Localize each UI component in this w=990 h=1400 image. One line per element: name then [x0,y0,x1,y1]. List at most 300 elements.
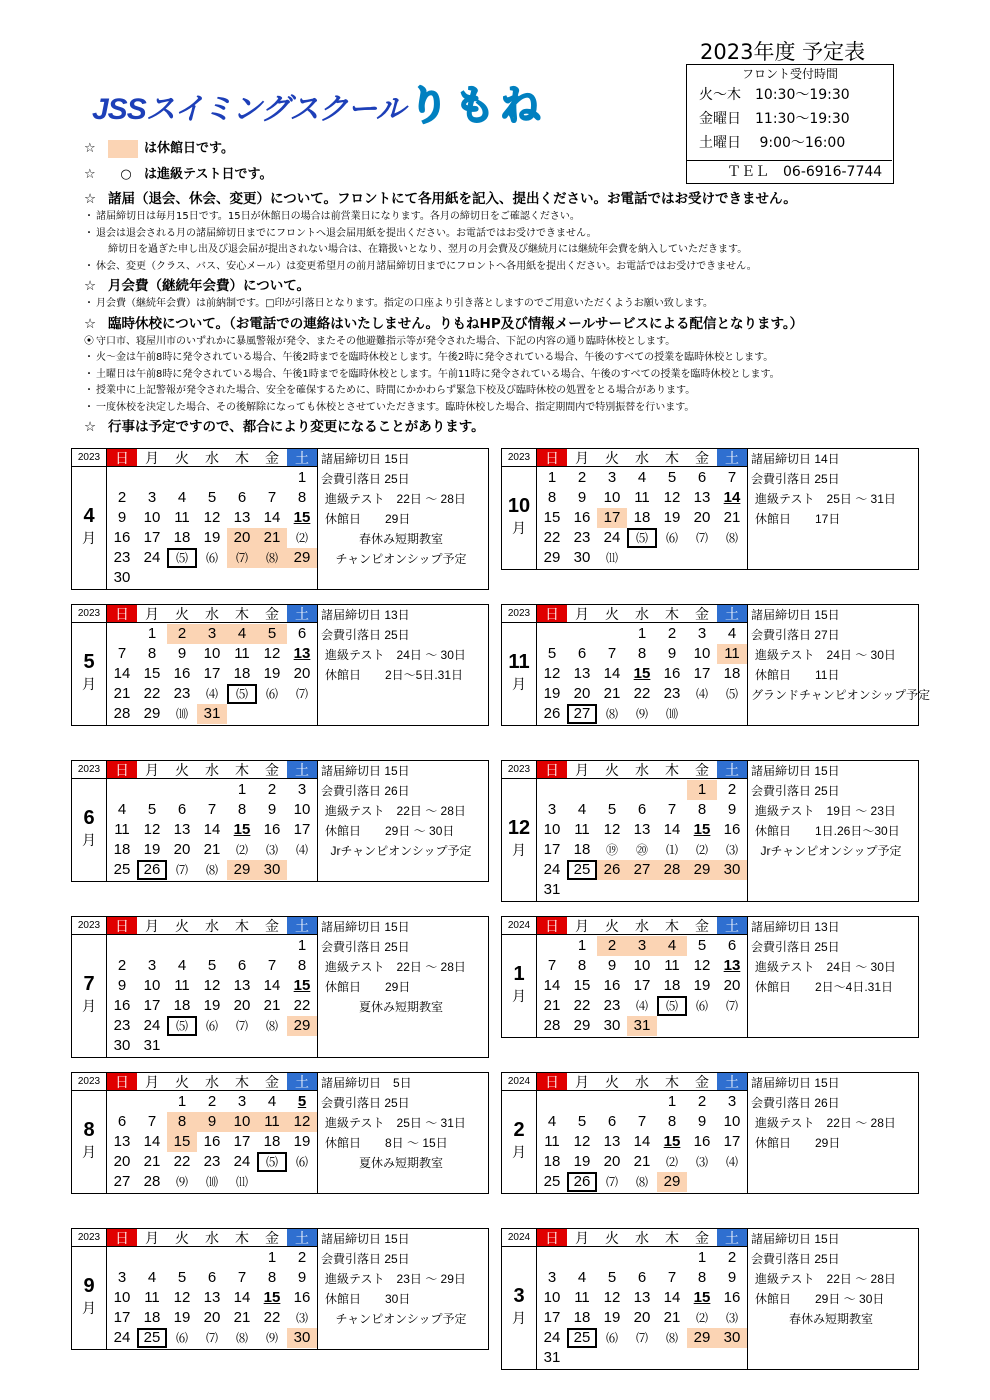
info-line: 進級テスト 24日 ～ 30日 [325,648,466,662]
day-cell: ⑺ [235,1019,248,1033]
day-cell: 4 [577,1269,587,1286]
day-cell: 24 [113,1329,131,1346]
day-cell: 20 [113,1153,131,1170]
day-cell: 19 [543,685,561,702]
day-cell: 13 [113,1133,131,1150]
day-cell: 16 [603,977,621,994]
day-cell: 20 [603,1153,621,1170]
note-item: ・ 休会、変更（クラス、バス、安心メール）は変更希望月の前月諸届締切日までにフロントへ各用紙を提出ください。お電話ではお受けできません。 [84,259,944,276]
day-cell: 18 [573,841,591,858]
info-line: 会費引落日 27日 [751,628,840,642]
info-line: 諸届締切日 13日 [321,608,410,622]
weekday-header: 土 [717,1229,747,1247]
weekday-header: 月 [137,449,167,467]
month-year: 2024 [502,917,537,935]
day-cell: 3 [297,781,307,798]
weekday-header: 金 [687,449,717,467]
month-calendar-2023-5 [71,604,489,726]
day-cell: 14 [113,665,131,682]
weekday-header: 水 [197,1073,227,1091]
weekday-header: 木 [227,449,257,467]
month-info [751,1229,919,1329]
day-cell: 1 [547,469,557,486]
legend-closed: ☆ は休館日です。 [84,136,944,162]
day-cell: 4 [147,1269,157,1286]
day-cell: ⑶ [295,1311,308,1325]
note-item: ・ 土曜日は午前8時に発令されている場合、午後1時までを臨時休校とします。午前11時に発令されている場合、午後のすべての授業を臨時休校とします。 [84,367,944,384]
day-cell: 13 [233,509,251,526]
logo-text: JSSスイミングスクール [92,93,405,126]
day-cell: 21 [723,509,741,526]
day-cell: 9 [117,977,127,994]
weekday-header: 金 [687,761,717,779]
day-cell: ⑵ [235,843,248,857]
info-line: 諸届締切日 15日 [751,608,840,622]
day-cell: 10 [633,957,651,974]
weekday-header: 土 [287,917,317,935]
info-line: 休館日 29日 ～ 30日 [755,1292,885,1306]
day-cell: 17 [543,1309,561,1326]
day-cell: 29 [657,1172,687,1192]
month-label: 7 月 [72,935,107,1057]
day-cell: 11 [234,645,250,662]
month-info [321,1073,489,1173]
day-cell: 9 [607,957,617,974]
day-cell: 24 [543,861,561,878]
month-calendar-2024-1 [501,916,919,1038]
day-cell: 16 [113,997,131,1014]
day-cell: 3 [197,624,227,644]
info-line: 休館日 29日 [325,980,411,994]
day-cell: 13 [723,957,741,974]
info-line: 進級テスト 22日 ～ 28日 [755,1116,896,1130]
day-cell: 16 [693,1133,711,1150]
day-cell: 12 [173,1289,191,1306]
day-cell: 4 [637,469,647,486]
day-cell: ⑹ [205,1019,218,1033]
weekday-header: 日 [107,605,137,623]
day-cell: ⑾ [235,1175,248,1189]
month-label: 6 月 [72,779,107,881]
day-cell: 2 [727,1249,737,1266]
info-line: 会費引落日 26日 [321,784,410,798]
day-cell: ⑺ [175,863,188,877]
day-cell: 4 [727,625,737,642]
day-cell: 31 [143,1037,161,1054]
day-cell: 16 [293,1289,311,1306]
day-cell: 20 [573,685,591,702]
weekday-header: 金 [257,917,287,935]
day-cell: 5 [697,937,707,954]
day-cell: 12 [203,509,221,526]
weekday-header: 水 [197,449,227,467]
weekday-header: 日 [107,761,137,779]
day-cell: 13 [693,489,711,506]
weekday-header: 月 [567,917,597,935]
day-cell: 1 [667,1093,677,1110]
day-cell: 8 [577,957,587,974]
weekday-header: 日 [537,917,567,935]
day-cell: 20 [203,1309,221,1326]
day-cell: 1 [177,1093,187,1110]
month-info [751,1073,919,1153]
day-cell: 18 [113,841,131,858]
day-cell: 17 [143,997,161,1014]
day-cell: 4 [657,936,687,956]
day-cell: 14 [203,821,221,838]
day-cell: 14 [543,977,561,994]
day-cell: 15 [693,1289,711,1306]
day-cell: 5 [177,1269,187,1286]
day-cell: 12 [693,957,711,974]
day-cell: 5 [607,801,617,818]
hours-line: 火～木 10:30～19:30 [699,87,850,103]
month-info [751,917,919,997]
day-cell: 10 [203,645,221,662]
info-line: 休館日 29日 ～ 30日 [325,824,455,838]
weekday-header: 土 [287,761,317,779]
day-cell: 17 [293,821,311,838]
day-cell: 14 [263,977,281,994]
day-cell: ⑸ [227,684,257,704]
day-cell: 17 [203,665,221,682]
day-cell: 1 [637,625,647,642]
day-cell: ⑻ [725,531,738,545]
day-cell: ⑼ [175,1175,188,1189]
weekday-header: 日 [107,917,137,935]
day-cell: 5 [257,624,287,644]
day-cell: 15 [293,509,311,526]
day-cell: 9 [267,801,277,818]
month-calendar-2023-4 [71,448,489,590]
day-cell: 4 [177,957,187,974]
day-cell: 19 [203,529,221,546]
weekday-header: 金 [257,605,287,623]
day-cell: 20 [227,528,257,548]
hours-line: 土曜日 9:00～16:00 [699,135,846,151]
info-line: 諸届締切日 15日 [321,764,410,778]
day-cell: 6 [117,1113,127,1130]
day-cell: 29 [573,1017,591,1034]
day-cell: ⑵ [295,531,308,545]
day-cell: 6 [637,1269,647,1286]
day-cell: 29 [227,860,257,880]
month-year: 2023 [72,917,107,935]
weekday-header: 火 [167,761,197,779]
day-cell: 1 [147,625,157,642]
day-cell: 18 [663,977,681,994]
day-cell: 21 [633,1153,651,1170]
month-year: 2023 [72,761,107,779]
day-cell: 24 [233,1153,251,1170]
day-cell: 23 [113,549,131,566]
weekday-header: 月 [137,917,167,935]
day-cell: 9 [117,509,127,526]
weekday-header: 土 [287,1229,317,1247]
day-cell: 18 [723,665,741,682]
day-cell: 6 [207,1269,217,1286]
day-cell: 19 [203,997,221,1014]
day-cell: 22 [293,997,311,1014]
info-line: Jrチャンピオンシップ予定 [760,844,902,858]
weekday-header: 水 [627,605,657,623]
day-cell: 7 [547,957,557,974]
day-cell: 30 [113,569,131,586]
day-cell: 14 [723,489,741,506]
weekday-header: 月 [137,1229,167,1247]
day-cell: 8 [267,1269,277,1286]
weekday-header: 日 [107,1229,137,1247]
month-label: 9 月 [72,1247,107,1349]
month-calendar-2024-3 [501,1228,919,1370]
month-year: 2024 [502,1073,537,1091]
day-cell: 22 [173,1153,191,1170]
day-cell: 2 [577,469,587,486]
day-cell: 2 [727,781,737,798]
day-cell: 24 [143,549,161,566]
day-cell: ⑸ [167,1016,197,1036]
day-cell: 9 [297,1269,307,1286]
info-line: 進級テスト 19日 ～ 23日 [755,804,896,818]
weekday-header: 木 [657,449,687,467]
day-cell: 6 [607,1113,617,1130]
day-cell: 3 [727,1093,737,1110]
day-cell: 3 [147,957,157,974]
info-line: 進級テスト 25日 ～ 31日 [755,492,896,506]
day-cell: 7 [147,1113,157,1130]
weekday-header: 金 [687,1229,717,1247]
info-line: 会費引落日 25日 [751,472,840,486]
day-cell: 17 [597,508,627,528]
info-line: チャンピオンシップ予定 [335,552,467,566]
info-line: 会費引落日 25日 [751,784,840,798]
day-cell: 2 [207,1093,217,1110]
day-cell: 18 [233,665,251,682]
weekday-header: 木 [227,605,257,623]
day-cell: 8 [297,957,307,974]
day-cell: 29 [543,549,561,566]
day-cell: 8 [637,645,647,662]
day-cell: 7 [117,645,127,662]
day-cell: 13 [233,977,251,994]
weekday-header: 金 [687,917,717,935]
day-cell: 19 [263,665,281,682]
day-cell: 23 [203,1153,221,1170]
notes-section [84,136,944,437]
weekday-header: 日 [107,1073,137,1091]
day-cell: 22 [573,997,591,1014]
info-line: 夏休み短期教室 [358,1156,443,1170]
month-label: 8 月 [72,1091,107,1193]
day-cell: 11 [574,821,590,838]
day-cell: 11 [174,509,190,526]
day-cell: 11 [144,1289,160,1306]
weekday-header: 土 [717,449,747,467]
day-cell: 31 [627,1016,657,1036]
day-cell: 7 [207,801,217,818]
day-cell: 6 [237,489,247,506]
day-cell: 14 [663,821,681,838]
day-cell: 6 [637,801,647,818]
day-cell: 28 [143,1173,161,1190]
weekday-header: 月 [137,1073,167,1091]
info-line: 休館日 17日 [755,512,841,526]
closed-swatch [108,140,138,158]
day-cell: 3 [547,801,557,818]
weekday-header: 土 [717,761,747,779]
weekday-header: 火 [597,917,627,935]
weekday-header: 水 [197,1229,227,1247]
day-cell: 15 [167,1132,197,1152]
logo-rimone: りもね [408,84,547,128]
day-cell: 29 [287,548,317,568]
day-cell: ⑻ [235,1331,248,1345]
day-cell: 11 [717,644,747,664]
day-cell: ⑻ [665,1331,678,1345]
day-cell: 8 [297,489,307,506]
day-cell: 9 [727,1269,737,1286]
info-line: 諸届締切日 15日 [321,1232,410,1246]
day-cell: 12 [143,821,161,838]
note-item: ・ 一度休校を決定した場合、その後解除になっても休校とさせていただきます。臨時休校した場合、指定期間内で特別振替を行います。 [84,400,944,417]
day-cell: 1 [267,1249,277,1266]
day-cell: 4 [227,624,257,644]
info-line: 進級テスト 24日 ～ 30日 [755,960,896,974]
info-line: 諸届締切日 15日 [751,1232,840,1246]
info-line: 進級テスト 23日 ～ 29日 [325,1272,466,1286]
day-cell: ⑷ [725,1155,738,1169]
month-label: 10 月 [502,467,537,569]
weekday-header: 日 [537,449,567,467]
day-cell: 5 [147,801,157,818]
day-cell: 17 [723,1133,741,1150]
day-cell: 11 [174,977,190,994]
day-cell: 6 [177,801,187,818]
day-cell: ⑻ [257,548,287,568]
day-cell: 10 [143,977,161,994]
day-cell: ⑸ [725,687,738,701]
day-cell: 17 [543,841,561,858]
day-cell: 3 [627,936,657,956]
day-cell: 18 [573,1309,591,1326]
month-year: 2023 [72,449,107,467]
info-line: 進級テスト 22日 ～ 28日 [325,960,466,974]
day-cell: 30 [113,1037,131,1054]
day-cell: ⑺ [295,687,308,701]
info-line: 会費引落日 25日 [751,1252,840,1266]
weekday-header: 水 [197,917,227,935]
day-cell: 13 [573,665,591,682]
info-line: 会費引落日 25日 [321,472,410,486]
weekday-header: 月 [567,1073,597,1091]
school-logo [92,74,547,131]
day-cell: 5 [207,957,217,974]
day-cell: 6 [297,625,307,642]
day-cell: 4 [547,1113,557,1130]
day-cell: 4 [577,801,587,818]
day-cell: 14 [233,1289,251,1306]
note-item: ・ 退会は退会される月の諸届締切日までにフロントへ退会届用紙を提出ください。お電話ではお受けできません。 [84,226,944,243]
day-cell: ⑾ [605,551,618,565]
day-cell: 26 [597,860,627,880]
day-cell: 5 [207,489,217,506]
day-cell: 23 [113,1017,131,1034]
day-cell: 1 [297,937,307,954]
info-line: 春休み短期教室 [788,1312,873,1326]
day-cell: 16 [723,1289,741,1306]
info-line: 休館日 30日 [325,1292,411,1306]
day-cell: ⑻ [265,1019,278,1033]
weekday-header: 金 [687,1073,717,1091]
info-line: 会費引落日 26日 [751,1096,840,1110]
weekday-header: 水 [627,449,657,467]
weekday-header: 月 [137,761,167,779]
day-cell: ⑹ [605,1331,618,1345]
weekday-header: 月 [567,449,597,467]
day-cell: ⑷ [635,999,648,1013]
day-cell: 3 [117,1269,127,1286]
day-cell: 29 [687,860,717,880]
day-cell: ⑸ [627,528,657,548]
day-cell: 20 [693,509,711,526]
weekday-header: 月 [567,605,597,623]
weekday-header: 月 [567,1229,597,1247]
heading-fees: ☆ 月会費（継続年会費）について。 [84,278,310,294]
heading-notices: ☆ 諸届（退会、休会、変更）について。フロントにて各用紙を記入、提出ください。お電話ではお受けできません。 [84,191,797,207]
month-year: 2023 [72,605,107,623]
day-cell: ⑹ [175,1331,188,1345]
day-cell: 2 [667,625,677,642]
day-cell: 24 [143,1017,161,1034]
day-cell: 15 [633,665,651,682]
month-year: 2023 [502,449,537,467]
day-cell: 10 [693,645,711,662]
weekday-header: 火 [597,449,627,467]
day-cell: 9 [697,1113,707,1130]
weekday-header: 木 [657,761,687,779]
day-cell: 7 [637,1113,647,1130]
page-title: 2023年度 予定表 [700,40,866,64]
day-cell: 16 [573,509,591,526]
info-line: 春休み短期教室 [358,532,443,546]
month-calendar-2023-9 [71,1228,489,1350]
month-calendar-2023-11 [501,604,931,726]
month-year: 2024 [502,1229,537,1247]
month-label: 4 月 [72,467,107,589]
day-cell: 12 [287,1112,317,1132]
heading-events: ☆ 行事は予定ですので、都合により変更になることがあります。 [84,419,485,435]
day-cell: 12 [543,665,561,682]
day-cell: ⑹ [205,551,218,565]
day-cell: 6 [237,957,247,974]
info-line: 休館日 11日 [755,668,840,682]
hours-line: 金曜日 11:30～19:30 [699,111,850,127]
day-cell: 30 [573,549,591,566]
weekday-header: 水 [627,761,657,779]
weekday-header: 火 [597,1073,627,1091]
info-line: 会費引落日 25日 [321,628,410,642]
info-line: グランドチャンピオンシップ予定 [751,688,931,702]
weekday-header: 土 [287,605,317,623]
info-line: 諸届締切日 15日 [321,920,410,934]
day-cell: 1 [577,937,587,954]
day-cell: 29 [687,1328,717,1348]
day-cell: 5 [607,1269,617,1286]
tel-number: ＴＥＬ 06-6916-7744 [687,160,892,183]
day-cell: ⑸ [257,1152,287,1172]
day-cell: ⑺ [205,1331,218,1345]
day-cell: 9 [577,489,587,506]
